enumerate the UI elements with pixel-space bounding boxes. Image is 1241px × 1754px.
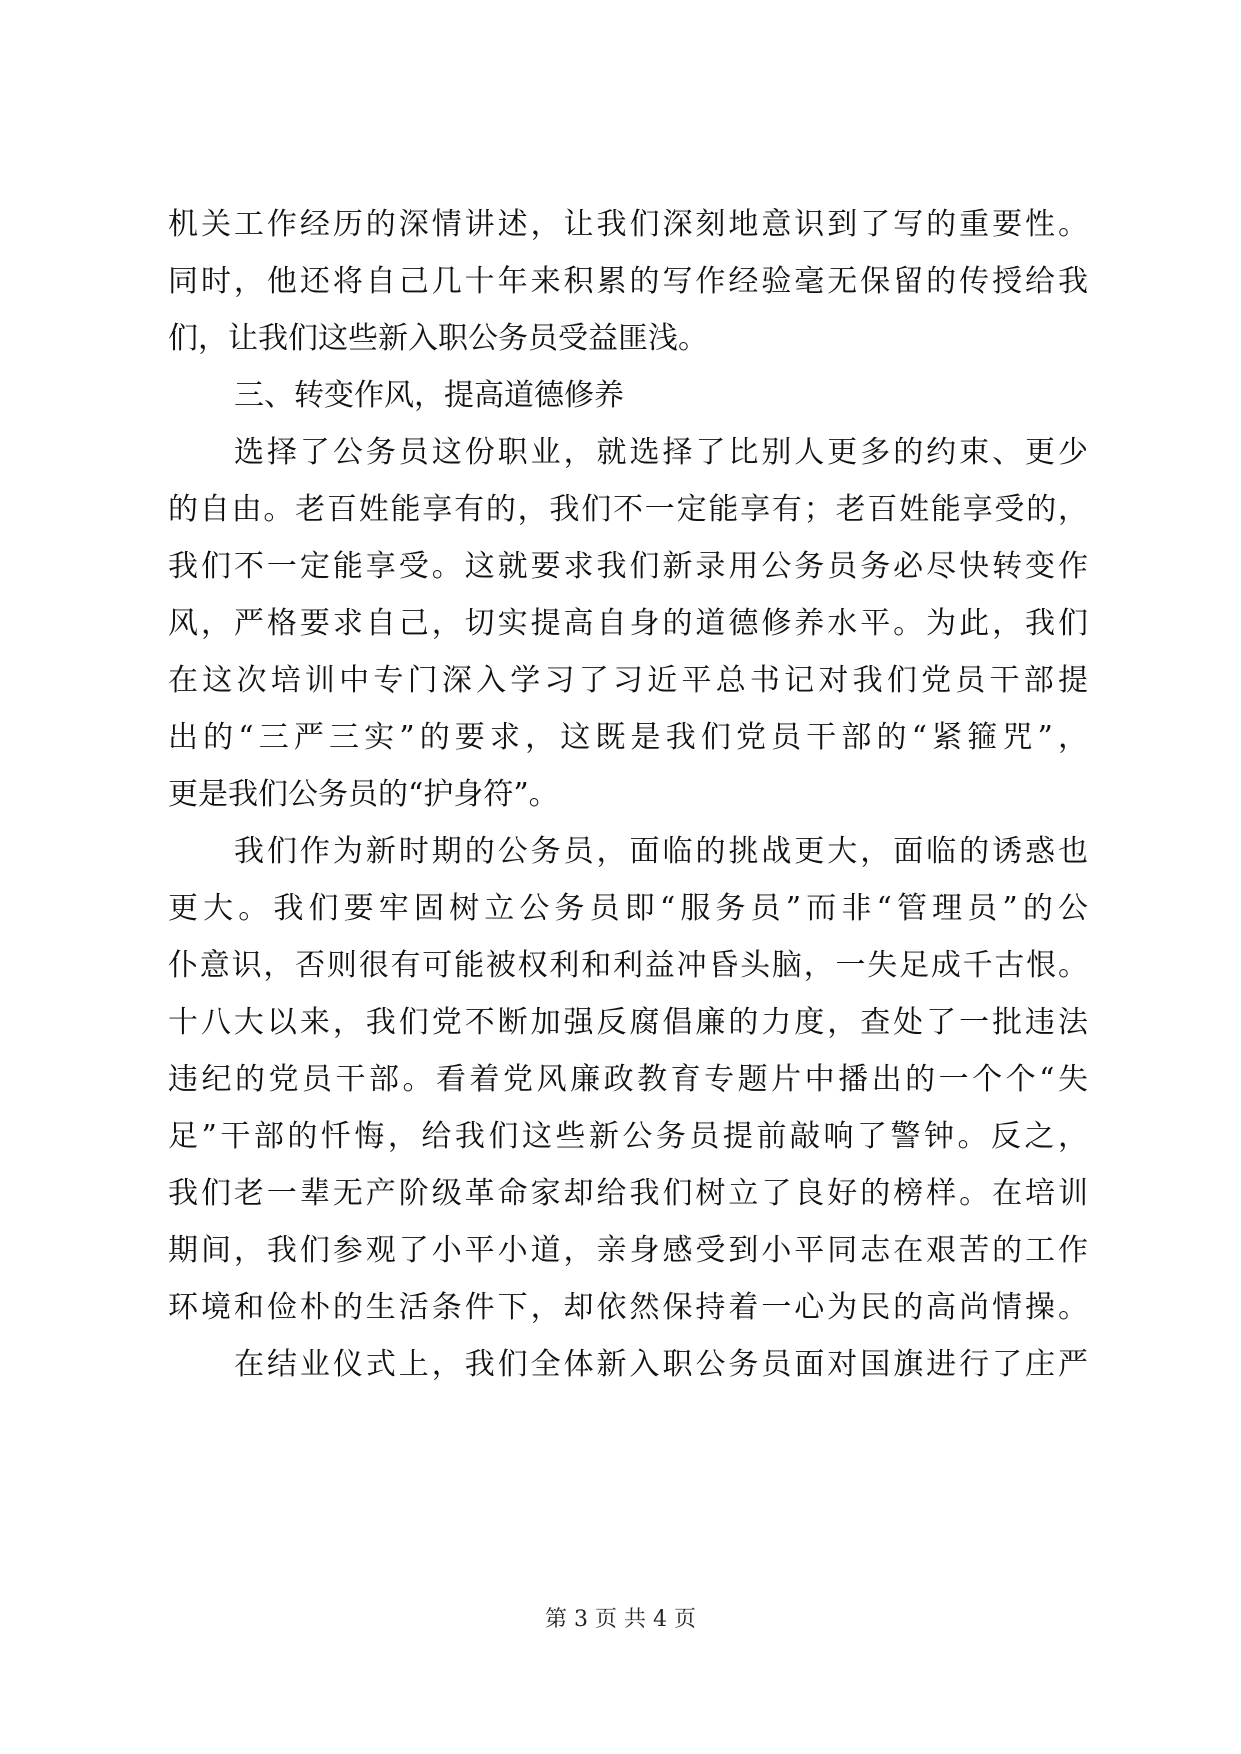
text-line: 更是我们公务员的“护身符”。: [168, 777, 559, 812]
text-line: 出的“三严三实”的要求，这既是我们党员干部的“紧箍咒”，: [168, 720, 1088, 755]
text-line: 仆意识，否则很有可能被权利和利益冲昏头脑，一失足成千古恨。: [168, 948, 1088, 983]
text-line: 同时，他还将自己几十年来积累的写作经验毫无保留的传授给我: [168, 264, 1088, 299]
text-line: 风，严格要求自己，切实提高自身的道德修养水平。为此，我们: [168, 606, 1088, 641]
text-line: 更大。我们要牢固树立公务员即“服务员”而非“管理员”的公: [168, 891, 1088, 926]
text-line: 的自由。老百姓能享有的，我们不一定能享有；老百姓能享受的，: [168, 492, 1088, 527]
text-line: 期间，我们参观了小平小道，亲身感受到小平同志在艰苦的工作: [168, 1233, 1088, 1268]
section-heading: 三、转变作风，提高道德修养: [234, 378, 624, 413]
text-line: 十八大以来，我们党不断加强反腐倡廉的力度，查处了一批违法: [168, 1005, 1088, 1040]
page-footer: 第 3 页 共 4 页: [545, 1607, 696, 1632]
text-line: 环境和俭朴的生活条件下，却依然保持着一心为民的高尚情操。: [168, 1290, 1088, 1325]
text-line: 机关工作经历的深情讲述，让我们深刻地意识到了写的重要性。: [168, 207, 1088, 242]
text-line: 们，让我们这些新入职公务员受益匪浅。: [168, 321, 708, 356]
text-line: 在这次培训中专门深入学习了习近平总书记对我们党员干部提: [168, 663, 1088, 698]
text-line: 选择了公务员这份职业，就选择了比别人更多的约束、更少: [234, 435, 1088, 470]
text-line: 我们老一辈无产阶级革命家却给我们树立了良好的榜样。在培训: [168, 1176, 1088, 1211]
text-line: 足”干部的忏悔，给我们这些新公务员提前敲响了警钟。反之，: [168, 1119, 1088, 1154]
text-line: 违纪的党员干部。看着党风廉政教育专题片中播出的一个个“失: [168, 1062, 1088, 1097]
text-line: 我们作为新时期的公务员，面临的挑战更大，面临的诱惑也: [234, 834, 1088, 869]
text-line: 在结业仪式上，我们全体新入职公务员面对国旗进行了庄严: [234, 1347, 1088, 1382]
document-body: [168, 196, 1088, 1393]
text-line: 我们不一定能享受。这就要求我们新录用公务员务必尽快转变作: [168, 549, 1088, 584]
